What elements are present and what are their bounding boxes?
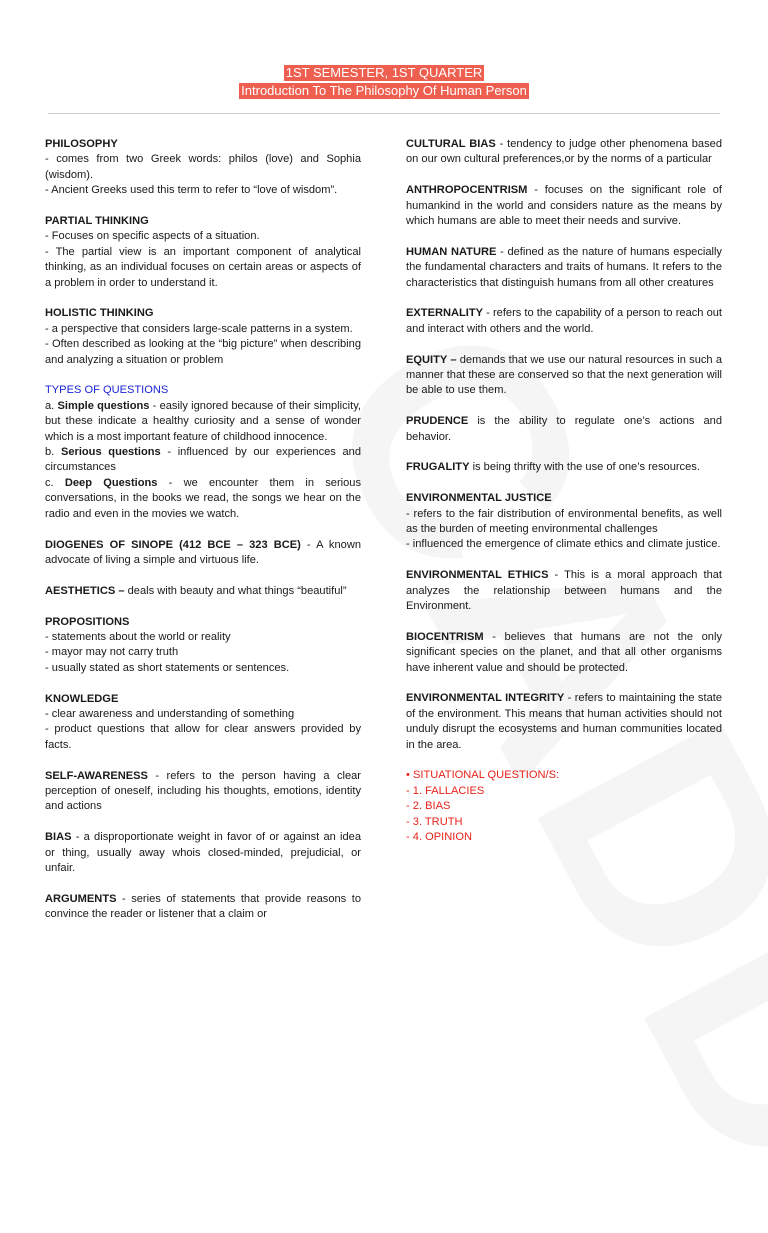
environmental-justice-line: - influenced the emergence of climate ethics and climate justice. xyxy=(406,538,721,551)
knowledge-term: KNOWLEDGE xyxy=(45,692,119,705)
prudence-section xyxy=(406,414,722,445)
environmental-ethics-term: ENVIRONMENTAL ETHICS xyxy=(406,569,549,582)
partial-thinking-section xyxy=(45,214,361,291)
biocentrism-text: - believes that humans are not the only significant species on the planet, and that all other organisms have inherent value and should be protected. xyxy=(406,630,722,674)
partial-thinking-line: - Focuses on specific aspects of a situation. xyxy=(45,230,260,243)
diogenes-term: DIOGENES OF SINOPE (412 BCE – 323 BCE) xyxy=(45,538,301,551)
holistic-thinking-term: HOLISTIC THINKING xyxy=(45,307,154,320)
externality-text: - refers to the capability of a person to reach out and interact with others and the world. xyxy=(406,307,722,335)
serious-questions-item xyxy=(45,445,361,476)
propositions-line: - statements about the world or reality xyxy=(45,630,231,643)
partial-thinking-line: - The partial view is an important component of analytical thinking, as an individual focuses on certain areas or aspects of a problem in order to understand it. xyxy=(45,245,361,289)
situational-questions-heading: • SITUATIONAL QUESTION/S: xyxy=(406,769,560,782)
cultural-bias-section xyxy=(406,137,722,168)
item-prefix: b. xyxy=(45,446,55,459)
equity-term: EQUITY – xyxy=(406,353,457,366)
item-prefix: c. xyxy=(45,476,54,489)
deep-questions-text: - we encounter them in serious conversations, in the books we read, the songs we hear on the radio and even in the movies we watch. xyxy=(45,476,361,520)
cultural-bias-text: - tendency to judge other phenomena based on our own cultural preferences,or by the norms of a particular xyxy=(406,138,722,166)
knowledge-section xyxy=(45,692,361,754)
biocentrism-section xyxy=(406,630,722,676)
self-awareness-text: - refers to the person having a clear perception of oneself, including his thoughts, emotions, identity and actions xyxy=(45,769,361,813)
situational-questions-section xyxy=(406,768,722,845)
environmental-integrity-term: ENVIRONMENTAL INTEGRITY xyxy=(406,692,565,705)
document-header xyxy=(0,64,768,100)
arguments-term: ARGUMENTS xyxy=(45,892,117,905)
human-nature-term: HUMAN NATURE xyxy=(406,245,497,258)
aesthetics-term: AESTHETICS – xyxy=(45,584,125,597)
item-prefix: a. xyxy=(45,399,55,412)
propositions-term: PROPOSITIONS xyxy=(45,615,130,628)
frugality-section xyxy=(406,460,722,475)
environmental-integrity-section xyxy=(406,691,722,753)
cultural-bias-term: CULTURAL BIAS xyxy=(406,138,496,150)
subject-title: Introduction To The Philosophy Of Human Person xyxy=(241,83,527,98)
environmental-integrity-text: - refers to maintaining the state of the environment. This means that human activities should not unduly disrupt the ecosystems and human communities located in the area. xyxy=(406,692,722,751)
knowledge-line: - clear awareness and understanding of something xyxy=(45,707,295,720)
anthropocentrism-text: - focuses on the significant role of humankind in the world and considers nature as the means by which humans are able to meet their needs and survive. xyxy=(406,184,722,228)
philosophy-section xyxy=(45,137,361,199)
semester-title: 1ST SEMESTER, 1ST QUARTER xyxy=(285,65,483,80)
prudence-term: PRUDENCE xyxy=(406,415,469,428)
simple-questions-item xyxy=(45,399,361,445)
equity-section xyxy=(406,353,722,399)
environmental-ethics-text: - This is a moral approach that analyzes the relationship between humans and the Environment. xyxy=(406,569,722,613)
aesthetics-text: deals with beauty and what things “beautiful” xyxy=(124,584,347,597)
philosophy-term: PHILOSOPHY xyxy=(45,138,118,150)
human-nature-text: - defined as the nature of humans especially the fundamental characters and traits of humans. It refers to the characteristics that distinguish humans from all other creatures xyxy=(406,245,722,289)
situational-item: - 4. OPINION xyxy=(406,831,472,844)
prudence-text: is the ability to regulate one’s actions and behavior. xyxy=(406,415,722,443)
propositions-section xyxy=(45,615,361,677)
header-divider xyxy=(48,113,720,114)
serious-questions-term: Serious questions xyxy=(60,446,161,459)
environmental-justice-section xyxy=(406,491,722,553)
left-column xyxy=(45,137,361,938)
deep-questions-item xyxy=(45,476,361,522)
biocentrism-term: BIOCENTRISM xyxy=(406,630,484,643)
environmental-justice-term: ENVIRONMENTAL JUSTICE xyxy=(406,492,552,505)
situational-item: - 1. FALLACIES xyxy=(406,784,485,797)
propositions-line: - usually stated as short statements or sentences. xyxy=(45,661,290,674)
holistic-thinking-section xyxy=(45,306,361,368)
externality-term: EXTERNALITY xyxy=(406,307,484,320)
aesthetics-section xyxy=(45,584,361,599)
philosophy-line: - comes from two Greek words: philos (love) and Sophia (wisdom). xyxy=(45,153,361,181)
externality-section xyxy=(406,306,722,337)
equity-text: demands that we use our natural resources in such a manner that these are conserved so that the next generation will be able to use them. xyxy=(406,353,722,397)
anthropocentrism-section xyxy=(406,183,722,229)
philosophy-line: - Ancient Greeks used this term to refer to “love of wisdom”. xyxy=(45,184,338,197)
right-column xyxy=(406,137,722,861)
frugality-term: FRUGALITY xyxy=(406,461,470,474)
serious-questions-text: - influenced by our experiences and circumstances xyxy=(45,446,361,474)
self-awareness-term: SELF-AWARENESS xyxy=(45,769,148,782)
bias-section xyxy=(45,830,361,876)
propositions-line: - mayor may not carry truth xyxy=(45,646,179,659)
anthropocentrism-term: ANTHROPOCENTRISM xyxy=(406,184,528,197)
simple-questions-term: Simple questions xyxy=(57,399,150,412)
holistic-thinking-line: - Often described as looking at the “big picture” when describing and analyzing a situation or problem xyxy=(45,338,361,366)
holistic-thinking-line: - a perspective that considers large-scale patterns in a system. xyxy=(45,322,353,335)
types-of-questions-section xyxy=(45,383,361,522)
bias-text: - a disproportionate weight in favor of or against an idea or thing, usually away whois closed-minded, prejudicial, or unfair. xyxy=(45,831,361,874)
arguments-text: - series of statements that provide reasons to convince the reader or listener that a claim or xyxy=(45,892,361,921)
simple-questions-text: - easily ignored because of their simplicity, but these indicate a healthy curiosity and a sense of wonder which is a most important feature of childhood innocence. xyxy=(45,399,361,443)
knowledge-line: - product questions that allow for clear answers provided by facts. xyxy=(45,723,361,751)
human-nature-section xyxy=(406,245,722,291)
diogenes-section xyxy=(45,538,361,569)
environmental-ethics-section xyxy=(406,568,722,614)
deep-questions-term: Deep Questions xyxy=(64,476,158,489)
situational-item: - 2. BIAS xyxy=(406,800,451,813)
situational-item: - 3. TRUTH xyxy=(406,815,463,828)
frugality-text: is being thrifty with the use of one’s resources. xyxy=(469,461,700,474)
types-of-questions-heading: TYPES OF QUESTIONS xyxy=(45,384,169,397)
arguments-section xyxy=(45,892,361,923)
bias-term: BIAS xyxy=(45,831,72,844)
partial-thinking-term: PARTIAL THINKING xyxy=(45,215,149,228)
diogenes-text: - A known advocate of living a simple and virtuous life. xyxy=(45,538,362,566)
self-awareness-section xyxy=(45,769,361,815)
environmental-justice-line: - refers to the fair distribution of environmental benefits, as well as the burden of meeting environmental challenges xyxy=(406,507,722,536)
